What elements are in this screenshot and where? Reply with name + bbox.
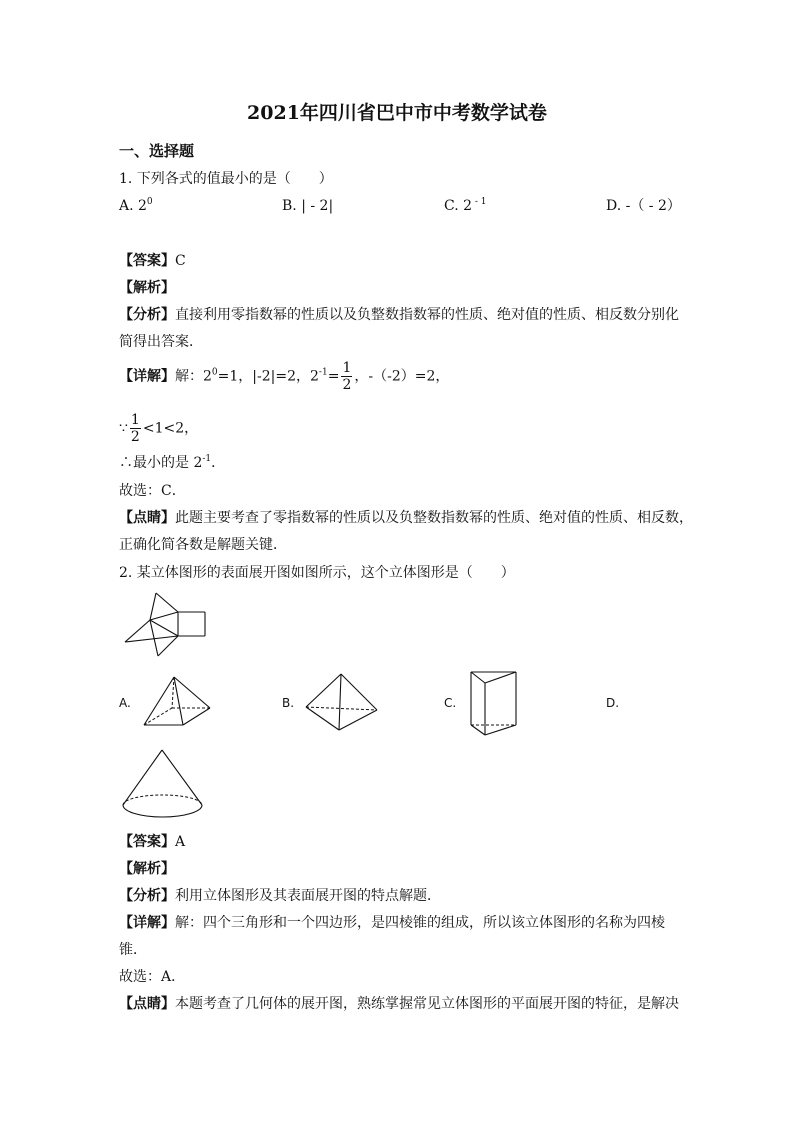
fraction-numerator: 1	[130, 412, 140, 428]
q1-detail	[119, 360, 449, 393]
q1-comment-line1: 此题主要考查了零指数幂的性质以及负整数指数幂的性质、绝对值的性质、相反数，	[175, 510, 693, 526]
q1-detail-b: =1，|-2|=2，2	[217, 368, 319, 385]
q2-detail-line1: 解：四个三角形和一个四边形，是四棱锥的组成，所以该立体图形的名称为四棱	[175, 915, 665, 931]
q2-fenxi-tag: 【分析】	[119, 888, 175, 904]
q1-because-fraction	[130, 412, 141, 445]
q2-comment-line1: 本题考查了几何体的展开图，熟练掌握常见立体图形的平面展开图的特征，是解决	[175, 996, 679, 1012]
q1-comment-line2: 正确化简各数是解题关键．	[119, 537, 287, 553]
q1-choose: 故选：C．	[119, 483, 186, 499]
q2-net-figure	[118, 590, 213, 660]
section-heading: 一、选择题	[119, 142, 195, 160]
q1-detail-sup0: 0	[211, 367, 218, 378]
q1-detail-tag: 【详解】	[119, 368, 175, 385]
q2-analysis-tag: 【解析】	[119, 861, 175, 877]
q1-comment-tag: 【点睛】	[119, 510, 175, 526]
because-symbol: ∵	[119, 420, 128, 437]
q1-answer	[119, 251, 186, 271]
q2-option-b-tetrahedron	[303, 672, 381, 734]
q1-fenxi-line1: 直接利用零指数幂的性质以及负整数指数幂的性质、绝对值的性质、相反数分别化	[175, 307, 679, 323]
q1-detail-supm1: -1	[318, 367, 328, 378]
q1-fenxi-tag: 【分析】	[119, 307, 175, 323]
q2-answer-value: A	[175, 834, 186, 850]
q2-comment-tag: 【点睛】	[119, 996, 175, 1012]
q1-analysis-tag: 【解析】	[119, 280, 175, 296]
q2-option-c-label: C.	[444, 696, 457, 710]
q2-option-c-prism	[469, 669, 521, 739]
q2-option-d-label: D.	[606, 696, 620, 710]
q2-stem: 2. 某立体图形的表面展开图如图所示，这个立体图形是（ ）	[119, 565, 515, 581]
q2-answer-tag: 【答案】	[119, 834, 175, 850]
q2-detail	[119, 913, 665, 933]
q1-fenxi	[119, 305, 679, 325]
q1-therefore-sup: -1	[202, 454, 212, 464]
q2-fenxi	[119, 886, 441, 906]
q2-option-a-pyramid	[140, 675, 215, 730]
q1-option-c-base: C. 2	[444, 198, 473, 214]
q2-choose: 故选：A．	[119, 969, 186, 985]
q1-therefore-b: ．	[211, 455, 226, 471]
q2-option-d-cone	[120, 748, 205, 823]
q1-detail-a: 解：2	[175, 368, 212, 385]
q1-answer-value: C	[175, 253, 186, 269]
q1-because	[119, 412, 198, 445]
q1-detail-d: ，-（-2）=2，	[354, 368, 450, 385]
q2-detail-tag: 【详解】	[119, 915, 175, 931]
q1-stem: 1. 下列各式的值最小的是（ ）	[119, 171, 333, 187]
q1-option-d: D. -（ - 2）	[606, 198, 681, 214]
q1-detail-fraction	[341, 360, 352, 393]
q2-option-b-label: B.	[282, 696, 295, 710]
fraction-denominator: 2	[130, 429, 140, 445]
q1-option-b: B. | - 2|	[282, 198, 334, 214]
q1-option-c-exponent: - 1	[472, 197, 487, 207]
q1-option-c	[444, 196, 487, 216]
q1-detail-c: =	[327, 368, 340, 385]
q1-option-a-base: A. 2	[119, 198, 147, 214]
q1-therefore	[119, 453, 225, 473]
q1-comment	[119, 508, 693, 528]
q1-because-rest: <1<2，	[142, 420, 199, 437]
q1-option-a-exponent: 0	[146, 197, 153, 207]
q2-comment	[119, 994, 679, 1014]
q1-therefore-a: ∴最小的是 2	[119, 455, 203, 471]
q1-fenxi-line2: 简得出答案．	[119, 334, 203, 350]
page-title: 2021年四川省巴中市中考数学试卷	[247, 102, 547, 124]
fraction-numerator: 1	[342, 360, 352, 376]
fraction-denominator: 2	[342, 377, 352, 393]
q1-option-a	[119, 196, 153, 216]
q2-fenxi-text: 利用立体图形及其表面展开图的特点解题．	[175, 888, 441, 904]
q2-option-a-label: A.	[119, 696, 131, 710]
q1-answer-tag: 【答案】	[119, 253, 175, 269]
q2-detail-line2: 锥．	[119, 942, 147, 958]
q2-answer	[119, 832, 185, 852]
